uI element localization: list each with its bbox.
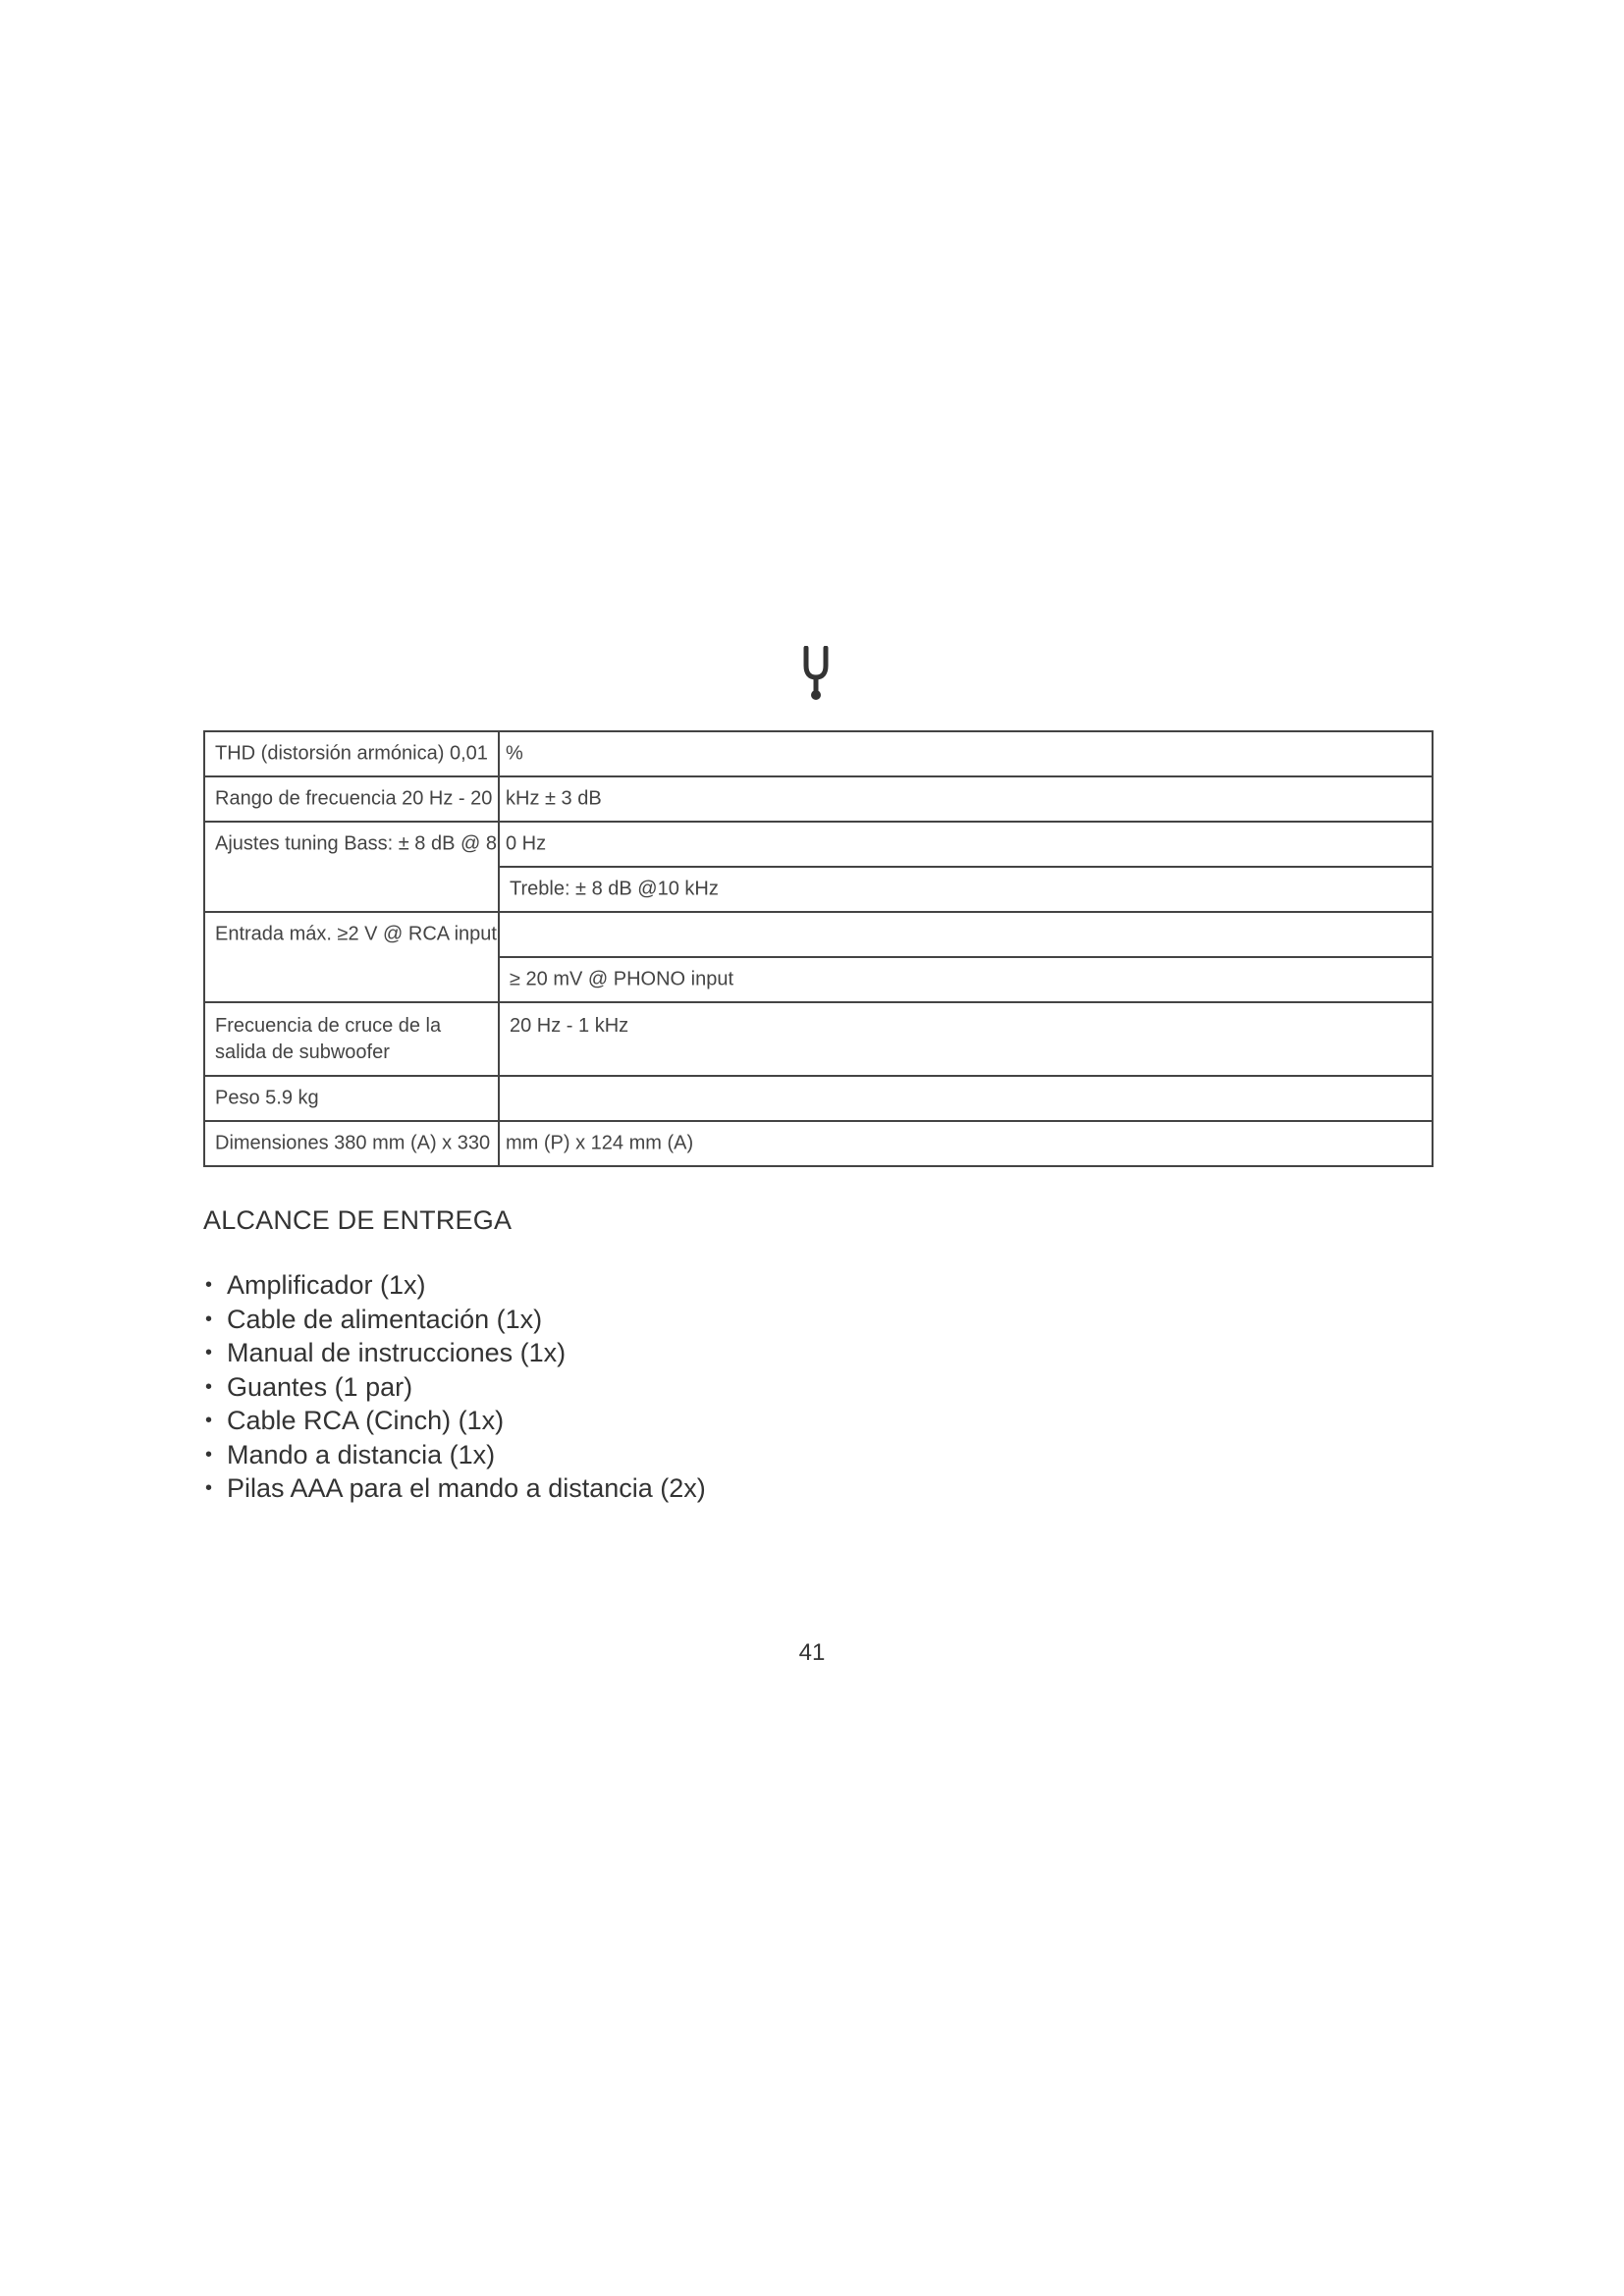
table-row bbox=[205, 1122, 1432, 1165]
list-item: • Cable de alimentación (1x) bbox=[203, 1303, 706, 1337]
column-divider bbox=[498, 776, 500, 822]
list-item: • Amplificador (1x) bbox=[203, 1268, 706, 1303]
column-divider bbox=[498, 1121, 500, 1166]
section-title: ALCANCE DE ENTREGA bbox=[203, 1205, 513, 1235]
table-row bbox=[205, 958, 1432, 1003]
column-divider bbox=[498, 912, 500, 957]
list-item: • Guantes (1 par) bbox=[203, 1370, 706, 1405]
table-row bbox=[205, 913, 1432, 958]
spec-value: Treble: ± 8 dB @10 kHz bbox=[510, 878, 719, 900]
list-item: • Manual de instrucciones (1x) bbox=[203, 1336, 706, 1370]
spec-label: Peso 5.9 kg bbox=[215, 1087, 319, 1109]
table-row bbox=[205, 732, 1432, 777]
spec-label: Frecuencia de cruce de la salida de subwoofer bbox=[215, 1015, 442, 1063]
table-row bbox=[205, 1003, 1432, 1077]
spec-value: 0 Hz bbox=[506, 832, 547, 855]
column-divider bbox=[498, 1002, 500, 1076]
spec-value: kHz ± 3 dB bbox=[506, 787, 602, 810]
table-row bbox=[205, 777, 1432, 823]
spec-label: Ajustes tuning Bass: ± 8 dB @ 8 bbox=[215, 832, 497, 855]
spec-value: mm (P) x 124 mm (A) bbox=[506, 1132, 694, 1154]
column-divider bbox=[498, 867, 500, 912]
column-divider bbox=[498, 1076, 500, 1121]
list-item: • Cable RCA (Cinch) (1x) bbox=[203, 1404, 706, 1438]
spec-label: THD (distorsión armónica) 0,01 bbox=[215, 742, 488, 765]
table-row bbox=[205, 823, 1432, 868]
spec-value: % bbox=[506, 742, 523, 765]
tuning-fork-icon bbox=[801, 646, 831, 701]
spec-label: Dimensiones 380 mm (A) x 330 bbox=[215, 1132, 491, 1154]
column-divider bbox=[498, 731, 500, 776]
delivery-list bbox=[203, 1268, 706, 1506]
list-item: • Pilas AAA para el mando a distancia (2x) bbox=[203, 1471, 706, 1506]
list-item: • Mando a distancia (1x) bbox=[203, 1438, 706, 1472]
spec-value: 20 Hz - 1 kHz bbox=[510, 1015, 629, 1037]
spec-label: Rango de frecuencia 20 Hz - 20 bbox=[215, 787, 493, 810]
column-divider bbox=[498, 957, 500, 1002]
table-row bbox=[205, 1077, 1432, 1122]
spec-label: Entrada máx. ≥2 V @ RCA input bbox=[215, 923, 497, 945]
page-number: 41 bbox=[798, 1639, 826, 1666]
specifications-table bbox=[203, 730, 1434, 1167]
spec-value: ≥ 20 mV @ PHONO input bbox=[510, 968, 734, 990]
column-divider bbox=[498, 822, 500, 867]
table-row bbox=[205, 868, 1432, 913]
